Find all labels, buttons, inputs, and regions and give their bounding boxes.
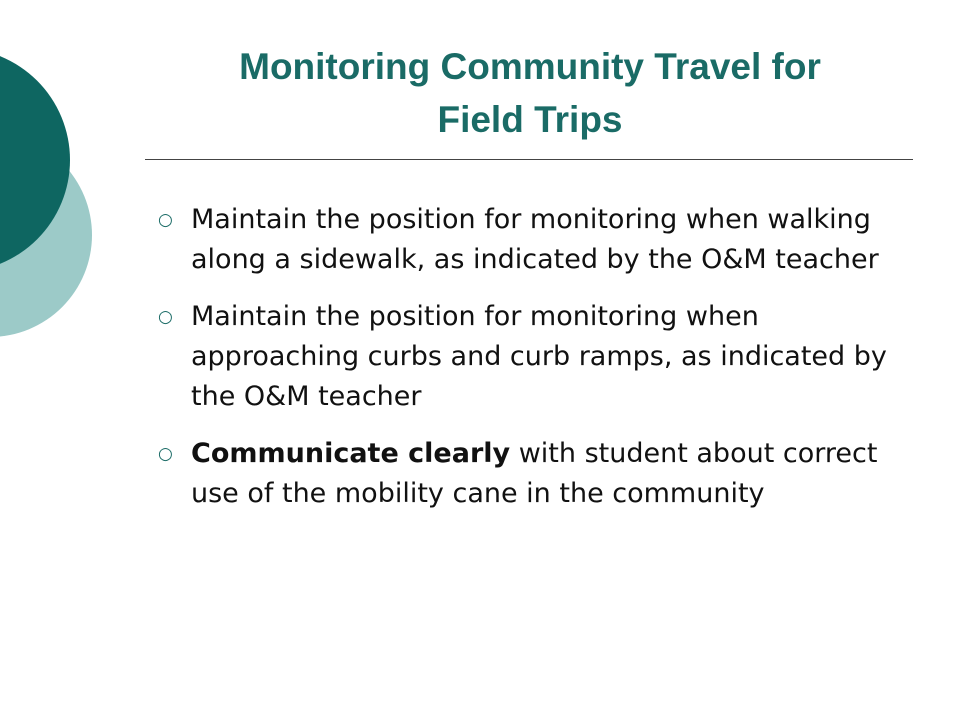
- hollow-circle-bullet-icon: ○: [158, 307, 173, 327]
- bullet-text: Maintain the position for monitoring when approaching curbs and curb ramps, as indicated by the O&M teacher: [191, 301, 887, 412]
- bullet-list: [155, 200, 905, 531]
- bullet-item: [155, 434, 905, 514]
- title-divider: [145, 159, 913, 160]
- slide-title: [150, 40, 910, 146]
- decorative-circles: [0, 0, 120, 400]
- hollow-circle-bullet-icon: ○: [158, 444, 173, 464]
- bullet-bold-text: Communicate clearly: [191, 438, 511, 469]
- bullet-text: Maintain the position for monitoring when walking along a sidewalk, as indicated by the O&M teacher: [191, 204, 879, 275]
- bullet-item: [155, 297, 905, 417]
- title-line-1: Monitoring Community Travel for: [239, 46, 821, 87]
- bullet-text: with student about correct use of the mobility cane in the community: [191, 438, 878, 509]
- title-line-2: Field Trips: [437, 99, 623, 140]
- hollow-circle-bullet-icon: ○: [158, 210, 173, 230]
- bullet-item: [155, 200, 905, 280]
